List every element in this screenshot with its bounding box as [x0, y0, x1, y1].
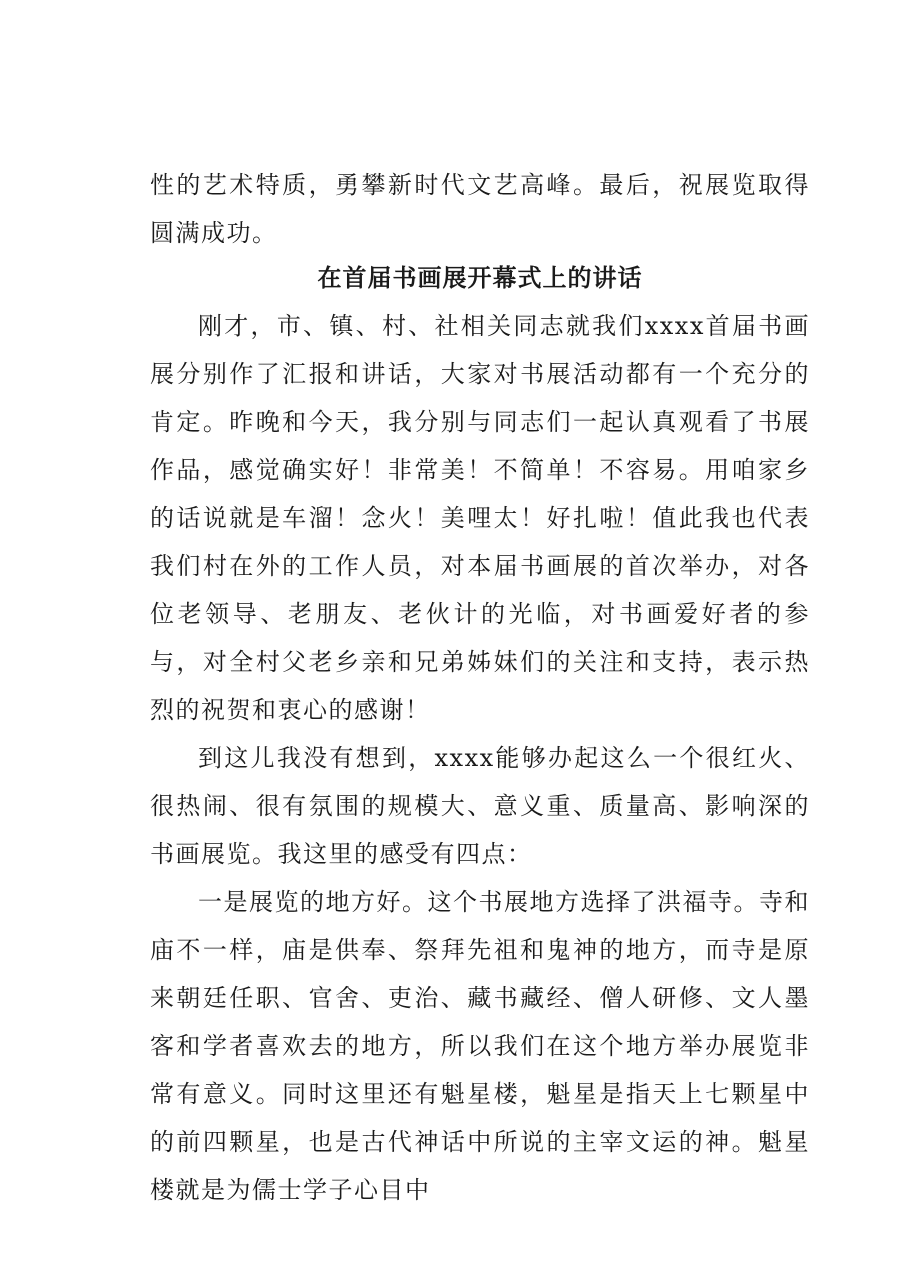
- speech-body: [150, 302, 810, 1214]
- continuation-paragraph: 性的艺术特质，勇攀新时代文艺高峰。最后，祝展览取得圆满成功。: [150, 171, 810, 247]
- speech-title: 在首届书画展开幕式上的讲话: [317, 263, 643, 292]
- paragraph-3: 一是展览的地方好。这个书展地方选择了洪福寺。寺和庙不一样，庙是供奉、祭拜先祖和鬼神的地方，而寺是原来朝廷任职、官舍、吏治、藏书藏经、僧人研修、文人墨客和学者喜欢去的地方，所以我们在这个地方举办展览非常有意义。同时这里还有魁星楼，魁星是指天上七颗星中的前四颗星，也是古代神话中所说的主宰文运的神。魁星楼就是为儒士学子心目中: [150, 888, 810, 1204]
- continuation-text: [150, 161, 810, 257]
- paragraph-2: 到这儿我没有想到，xxxx能够办起这么一个很红火、很热闹、很有氛围的规模大、意义重、质量高、影响深的书画展览。我这里的感受有四点：: [150, 744, 810, 868]
- paragraph-1: 刚才，市、镇、村、社相关同志就我们xxxx首届书画展分别作了汇报和讲话，大家对书展活动都有一个充分的肯定。昨晚和今天，我分别与同志们一起认真观看了书展作品，感觉确实好！非常美！不简单！不容易。用咱家乡的话说就是车溜！念火！美哩太！好扎啦！值此我也代表我们村在外的工作人员，对本届书画展的首次举办，对各位老领导、老朋友、老伙计的光临，对书画爱好者的参与，对全村父老乡亲和兄弟姊妹们的关注和支持，表示热烈的祝贺和衷心的感谢！: [150, 312, 810, 724]
